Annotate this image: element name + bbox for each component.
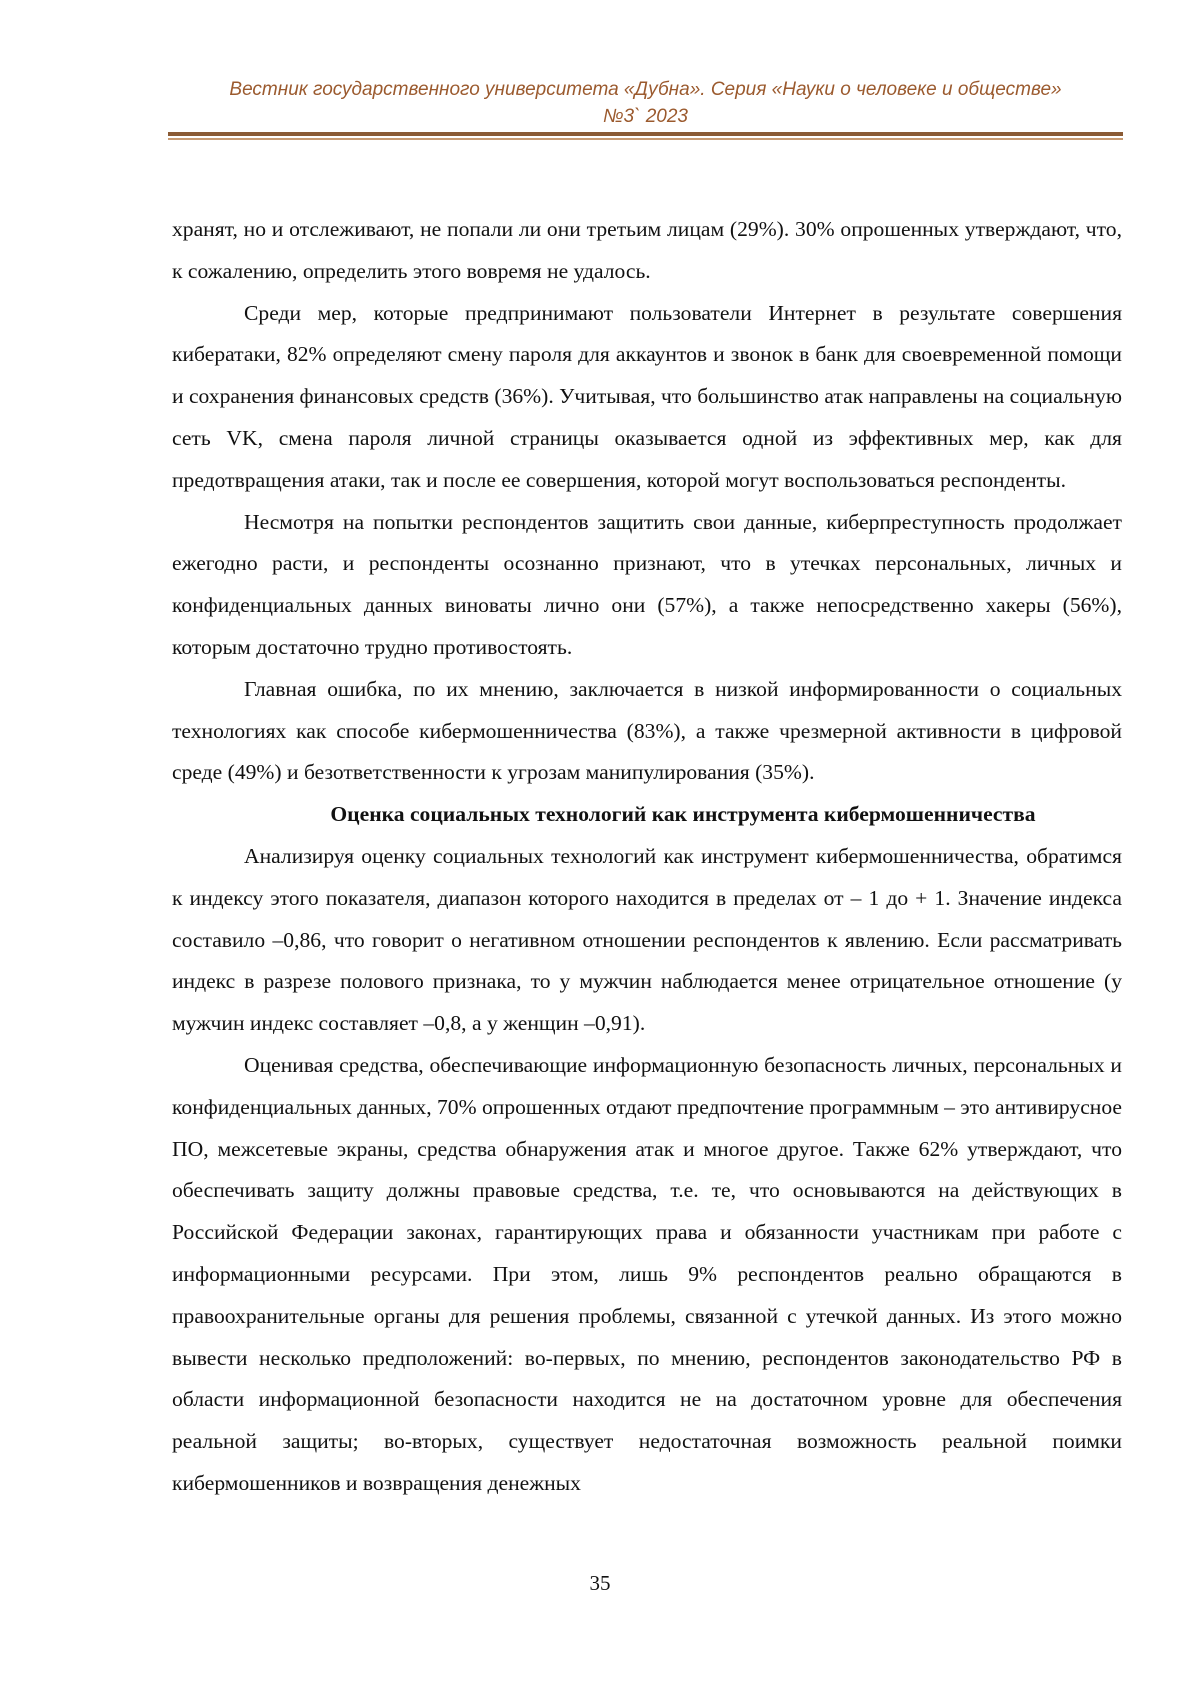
paragraph: Среди мер, которые предпринимают пользователи Интернет в результате совершения кибератаки, 82% определяют смену пароля для аккаунтов и звонок в банк для своевременной помощи и сохранения финансовых средств (36%). Учитывая, что большинство атак направлены на социальную сеть VK, смена пароля личной страницы оказывается одной из эффективных мер, как для предотвращения атаки, так и после ее совершения, которой могут воспользоваться респонденты. bbox=[172, 300, 1122, 492]
paragraph-continuation: хранят, но и отслеживают, не попали ли они третьим лицам (29%). 30% опрошенных утверждают, что, к сожалению, определить этого вовремя не удалось. bbox=[172, 217, 1122, 283]
page-number: 35 bbox=[589, 1571, 611, 1595]
paragraph: Несмотря на попытки респондентов защитить свои данные, киберпреступность продолжает ежегодно расти, и респонденты осознанно признают, что в утечках персональных, личных и конфиденциальных данных виноваты лично они (57%), а также непосредственно хакеры (56%), которым достаточно трудно противостоять. bbox=[172, 509, 1122, 659]
journal-title: Вестник государственного университета «Дубна». Серия «Науки о человеке и обществе» bbox=[229, 79, 1062, 100]
issue-number: №3` 2023 bbox=[602, 106, 689, 127]
section-heading: Оценка социальных технологий как инструмента кибермошенничества bbox=[330, 802, 1036, 827]
header-rule-thick bbox=[168, 132, 1123, 136]
running-header bbox=[168, 76, 1123, 130]
header-rule-thin bbox=[168, 138, 1123, 140]
paragraph: Оценивая средства, обеспечивающие информационную безопасность личных, персональных и конфиденциальных данных, 70% опрошенных отдают предпочтение программным – это антивирусное ПО, межсетевые экраны, средства обнаружения атак и многое другое. Также 62% утверждают, что обеспечивать защиту должны правовые средства, т.е. те, что основываются на действующих в Российской Федерации законах, гарантирующих права и обязанности участникам при работе с информационными ресурсами. При этом, лишь 9% респондентов реально обращаются в правоохранительные органы для решения проблемы, связанной с утечкой данных. Из этого можно вывести несколько предположений: во-первых, по мнению, респондентов законодательство РФ в области информационной безопасности находится не на достаточном уровне для обеспечения реальной защиты; во-вторых, существует недостаточная возможность реальной поимки кибермошенников и возвращения денежных bbox=[172, 1052, 1122, 1495]
article-body bbox=[172, 209, 1122, 1505]
paragraph: Главная ошибка, по их мнению, заключается в низкой информированности о социальных технологиях как способе кибермошенничества (83%), а также чрезмерной активности в цифровой среде (49%) и безответственности к угрозам манипулирования (35%). bbox=[172, 676, 1122, 785]
paragraph: Анализируя оценку социальных технологий как инструмент кибермошенничества, обратимся к индексу этого показателя, диапазон которого находится в пределах от – 1 до + 1. Значение индекса составило –0,86, что говорит о негативном отношении респондентов к явлению. Если рассматривать индекс в разрезе полового признака, то у мужчин наблюдается менее отрицательное отношение (у мужчин индекс составляет –0,8, а у женщин –0,91). bbox=[172, 843, 1122, 1036]
